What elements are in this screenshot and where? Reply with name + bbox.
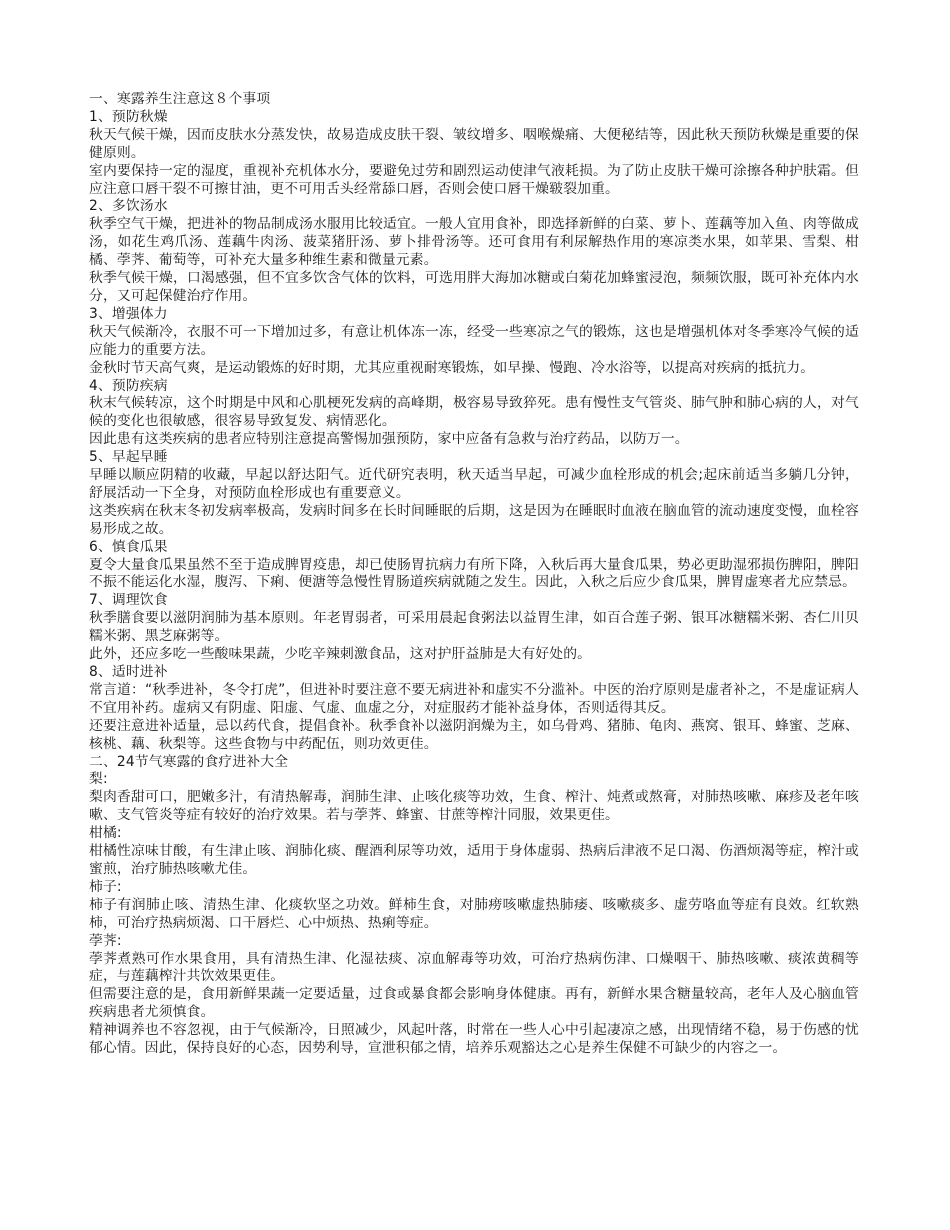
subsection-heading: 7、调理饮食	[89, 592, 168, 609]
paragraph: 秋末气候转凉，这个时期是中风和心肌梗死发病的高峰期，极容易导致猝死。患有慢性支气管炎、肺气肿和肺心病的人，对气候的变化也很敏感，很容易导致复发、病情恶化。	[89, 395, 859, 430]
paragraph: 金秋时节天高气爽，是运动锻炼的好时期，尤其应重视耐寒锻炼，如早操、慢跑、冷水浴等，以提高对疾病的抵抗力。	[89, 359, 815, 376]
paragraph: 荸荠煮熟可作水果食用，具有清热生津、化湿祛痰、凉血解毒等功效，可治疗热病伤津、口燥咽干、肺热咳嗽、痰浓黄稠等症，与莲藕榨汁共饮效果更佳。	[89, 950, 859, 985]
section-heading: 二、24节气寒露的食疗进补大全	[89, 753, 289, 770]
subsection-heading: 5、早起早睡	[89, 449, 168, 466]
subsection-heading: 3、增强体力	[89, 305, 168, 322]
item-heading: 柿子:	[89, 878, 122, 895]
paragraph: 秋天气候干燥，因而皮肤水分蒸发快，故易造成皮肤干裂、皱纹增多、咽喉燥痛、大便秘结等，因此秋天预防秋燥是重要的保健原则。	[89, 126, 859, 161]
paragraph: 此外，还应多吃一些酸味果蔬，少吃辛辣刺激食品，这对护肝益肺是大有好处的。	[89, 646, 592, 663]
subsection-heading: 6、慎食瓜果	[89, 538, 168, 555]
paragraph: 这类疾病在秋末冬初发病率极高，发病时间多在长时间睡眠的后期，这是因为在睡眠时血液在脑血管的流动速度变慢，血栓容易形成之故。	[89, 502, 859, 537]
paragraph: 常言道：“秋季进补，冬令打虎”，但进补时要注意不要无病进补和虚实不分滥补。中医的治疗原则是虚者补之，不是虚证病人不宜用补药。虚病又有阴虚、阳虚、气虚、血虚之分，对症服药才能补益身体，否则适得其反。	[89, 681, 859, 716]
paragraph: 柑橘性凉味甘酸，有生津止咳、润肺化痰、醒酒利尿等功效，适用于身体虚弱、热病后津液不足口渴、伤酒烦渴等症，榨汁或蜜煎，治疗肺热咳嗽尤佳。	[89, 843, 859, 877]
paragraph: 早睡以顺应阴精的收藏，早起以舒达阳气。近代研究表明，秋天适当早起，可减少血栓形成的机会;起床前适当多躺几分钟，舒展活动一下全身，对预防血栓形成也有重要意义。	[89, 467, 859, 501]
subsection-heading: 8、适时进补	[89, 664, 168, 680]
paragraph: 精神调养也不容忽视，由于气候渐冷，日照减少，风起叶落，时常在一些人心中引起凄凉之感，出现情绪不稳，易于伤感的忧郁心情。因此，保持良好的心态，因势利导，宣泄积郁之情，培养乐观豁达之心是养生保健不可缺少的内容之一。	[89, 1022, 859, 1057]
paragraph: 秋季气候干燥，口渴感强，但不宜多饮含气体的饮料，可选用胖大海加冰糖或白菊花加蜂蜜浸泡，频频饮服，既可补充体内水分，又可起保健治疗作用。	[89, 270, 859, 304]
paragraph: 夏令大量食瓜果虽然不至于造成脾胃疫患，却已使肠胃抗病力有所下降，入秋后再大量食瓜果，势必更助湿邪损伤脾阳，脾阳不振不能运化水湿，腹泻、下痢、便溏等急慢性胃肠道疾病就随之发生。因此，入秋之后应少食瓜果，脾胃虚寒者尤应禁忌。	[89, 556, 859, 591]
subsection-heading: 2、多饮汤水	[89, 198, 168, 215]
paragraph: 秋季空气干燥，把进补的物品制成汤水服用比较适宜。一般人宜用食补，即选择新鲜的白菜、萝卜、莲藕等加入鱼、肉等做成汤，如花生鸡爪汤、莲藕牛肉汤、菠菜猪肝汤、萝卜排骨汤等。还可食用有利尿解热作用的寒凉类水果，如苹果、雪梨、柑橘、荸荠、葡萄等，可补充大量多种维生素和微量元素。	[89, 216, 859, 269]
paragraph: 柿子有润肺止咳、清热生津、化痰软坚之功效。鲜柿生食，对肺痨咳嗽虚热肺痿、咳嗽痰多、虚劳咯血等症有良效。红软熟柿，可治疗热病烦渴、口干唇烂、心中烦热、热痢等症。	[89, 896, 859, 931]
item-heading: 荸荠:	[89, 932, 122, 949]
subsection-heading: 1、预防秋燥	[89, 108, 168, 125]
paragraph: 但需要注意的是，食用新鲜果蔬一定要适量，过食或暴食都会影响身体健康。再有，新鲜水果含糖量较高，老年人及心脑血管疾病患者尤须慎食。	[89, 986, 859, 1021]
section-heading: 一、寒露养生注意这８个事项	[89, 91, 271, 107]
item-heading: 柑橘:	[89, 825, 122, 842]
paragraph: 秋季膳食要以滋阴润肺为基本原则。年老胃弱者，可采用晨起食粥法以益胃生津，如百合莲子粥、银耳冰糖糯米粥、杏仁川贝糯米粥、黑芝麻粥等。	[89, 610, 859, 645]
paragraph: 还要注意进补适量，忌以药代食，提倡食补。秋季食补以滋阴润燥为主，如乌骨鸡、猪肺、龟肉、燕窝、银耳、蜂蜜、芝麻、核桃、藕、秋梨等。这些食物与中药配伍，则功效更佳。	[89, 717, 859, 752]
subsection-heading: 4、预防疾病	[89, 377, 168, 394]
paragraph: 梨肉香甜可口，肥嫩多汁，有清热解毒，润肺生津、止咳化痰等功效，生食、榨汁、炖煮或熬膏，对肺热咳嗽、麻疹及老年咳嗽、支气管炎等症有较好的治疗效果。若与荸荠、蜂蜜、甘蔗等榨汁同服，效果更佳。	[89, 789, 859, 824]
paragraph: 室内要保持一定的湿度，重视补充机体水分，要避免过劳和剧烈运动使津气液耗损。为了防止皮肤干燥可涂擦各种护肤霜。但应注意口唇干裂不可擦甘油，更不可用舌头经常舔口唇，否则会使口唇干燥皲裂加重。	[89, 162, 859, 197]
paragraph: 秋天气候渐冷，衣服不可一下增加过多，有意让机体冻一冻，经受一些寒凉之气的锻炼，这也是增强机体对冬季寒冷气候的适应能力的重要方法。	[89, 323, 859, 358]
item-heading: 梨:	[89, 771, 108, 788]
paragraph: 因此患有这类疾病的患者应特别注意提高警惕加强预防，家中应备有急救与治疗药品，以防万一。	[89, 431, 689, 448]
document-body	[89, 91, 859, 1058]
